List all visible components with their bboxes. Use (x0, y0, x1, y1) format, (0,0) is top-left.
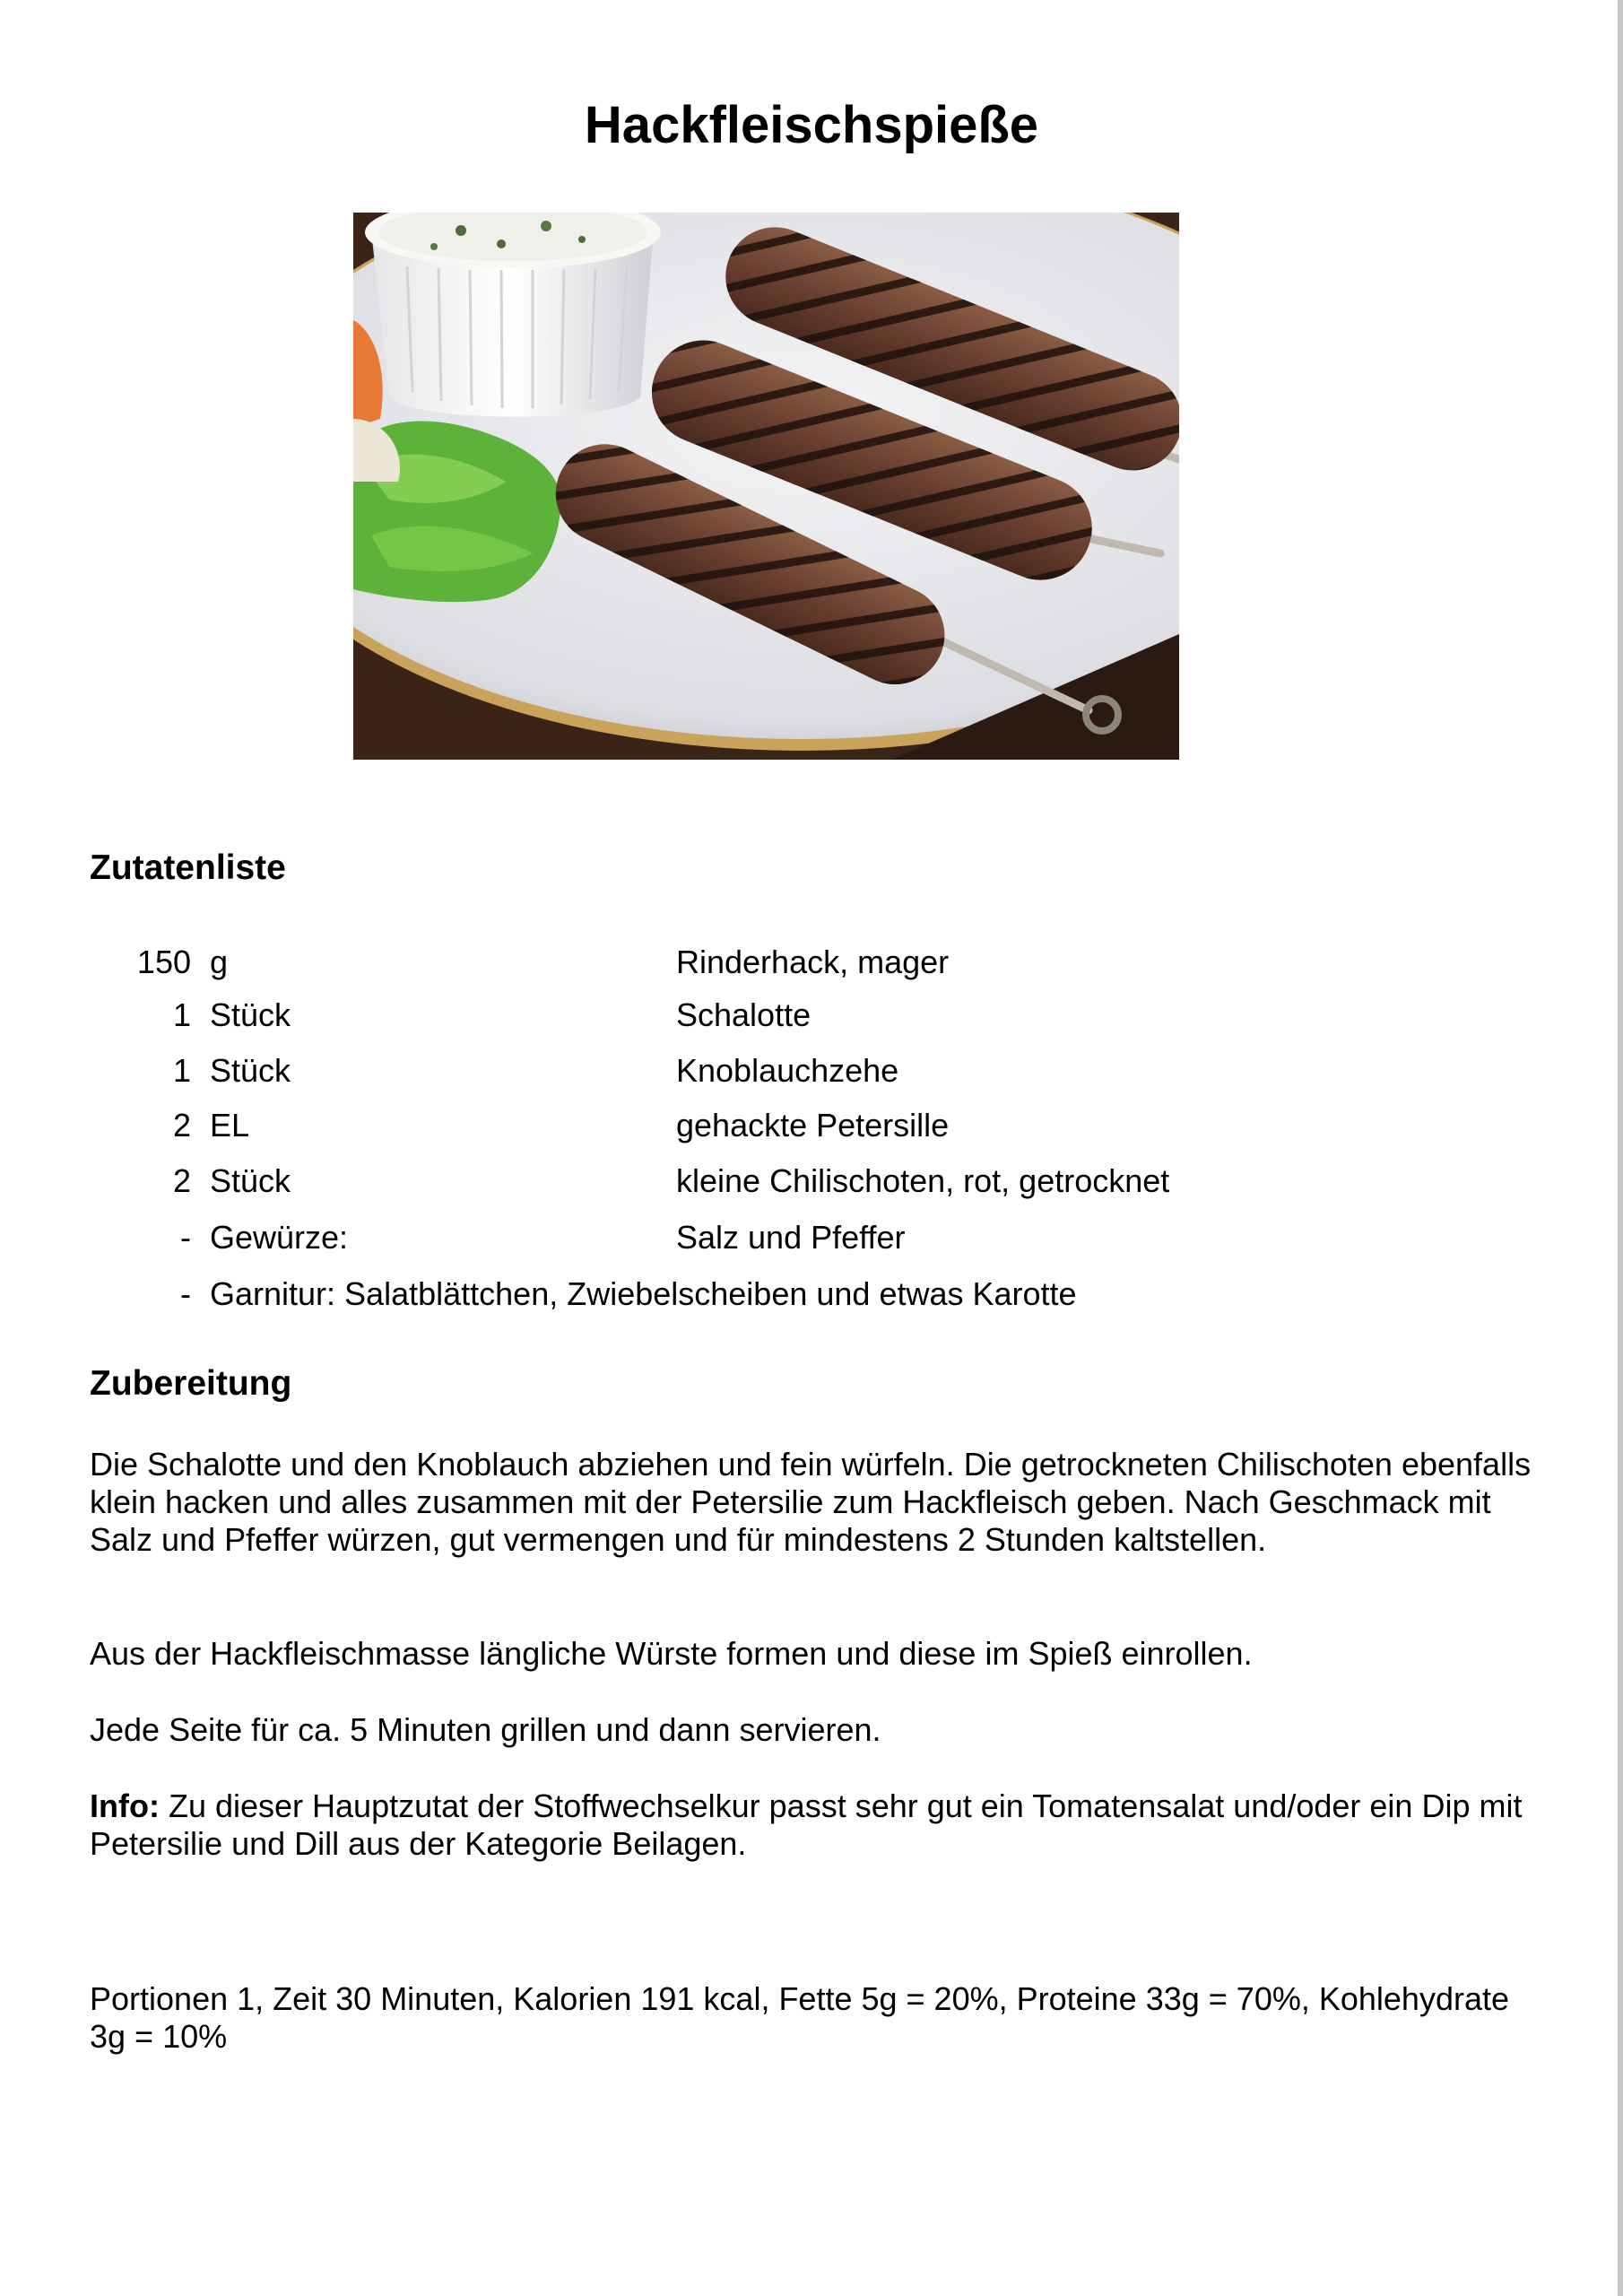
garnish-qty: - (180, 1275, 191, 1312)
ingredient-unit: Stück (210, 1162, 291, 1199)
info-label: Info: (90, 1787, 160, 1824)
ingredient-row (0, 1103, 1623, 1148)
ingredient-name: kleine Chilischoten, rot, getrocknet (676, 1162, 1170, 1199)
ingredient-name: gehackte Petersille (676, 1107, 950, 1144)
page-edge (1618, 0, 1623, 2296)
ingredient-qty: 2 (172, 1162, 191, 1199)
ingredient-row (0, 940, 1623, 985)
ingredients-heading: Zutatenliste (90, 848, 286, 887)
ingredient-qty: 150 (136, 944, 191, 980)
ingredient-row (0, 1215, 1623, 1260)
ingredient-qty: 2 (172, 1107, 191, 1144)
ingredient-unit: g (210, 944, 229, 980)
garnish-text: Garnitur: Salatblättchen, Zwiebelscheiben und etwas Karotte (210, 1275, 1077, 1312)
ingredient-unit: Stück (210, 1052, 291, 1089)
ingredient-name: Schalotte (676, 996, 812, 1033)
nutrition-info: Portionen 1, Zeit 30 Minuten, Kalorien 191 kcal, Fette 5g = 20%, Proteine 33g = 70%, Kohlehydrate 3g = 10% (90, 1980, 1509, 2055)
preparation-step: Die Schalotte und den Knoblauch abziehen und fein würfeln. Die getrockneten Chilischoten ebenfalls klein hacken und alles zusammen mit der Petersilie zum Hackfleisch geben. Nach Geschmack mit Salz und Pfeffer würzen, gut vermengen und für mindestens 2 Stunden kaltstellen. (90, 1446, 1532, 1558)
ingredient-qty: - (180, 1219, 191, 1256)
ingredient-name: Rinderhack, mager (676, 944, 950, 980)
ingredient-row (0, 993, 1623, 1038)
ingredient-unit: Gewürze: (210, 1219, 349, 1256)
recipe-title: Hackfleischspieße (584, 96, 1039, 154)
ingredient-name: Salz und Pfeffer (676, 1219, 906, 1256)
info-paragraph (90, 1787, 1542, 1863)
preparation-heading: Zubereitung (90, 1364, 292, 1403)
ingredient-qty: 1 (172, 1052, 191, 1089)
preparation-step: Jede Seite für ca. 5 Minuten grillen und dann servieren. (90, 1711, 881, 1748)
ingredient-row (0, 1048, 1623, 1093)
kebab-photo (353, 213, 1179, 760)
ingredient-unit: Stück (210, 996, 291, 1033)
preparation-step: Aus der Hackfleischmasse längliche Würste formen und diese im Spieß einrollen. (90, 1635, 1253, 1672)
ingredient-row (0, 1159, 1623, 1204)
info-text: Zu dieser Hauptzutat der Stoffwechselkur passt sehr gut ein Tomatensalat und/oder ein Dip mit Petersilie und Dill aus der Kategorie Beilagen. (90, 1787, 1523, 1862)
ingredient-qty: 1 (172, 996, 191, 1033)
ingredient-name: Knoblauchzehe (676, 1052, 899, 1089)
garnish-row (0, 1272, 1623, 1317)
ingredient-unit: EL (210, 1107, 250, 1144)
